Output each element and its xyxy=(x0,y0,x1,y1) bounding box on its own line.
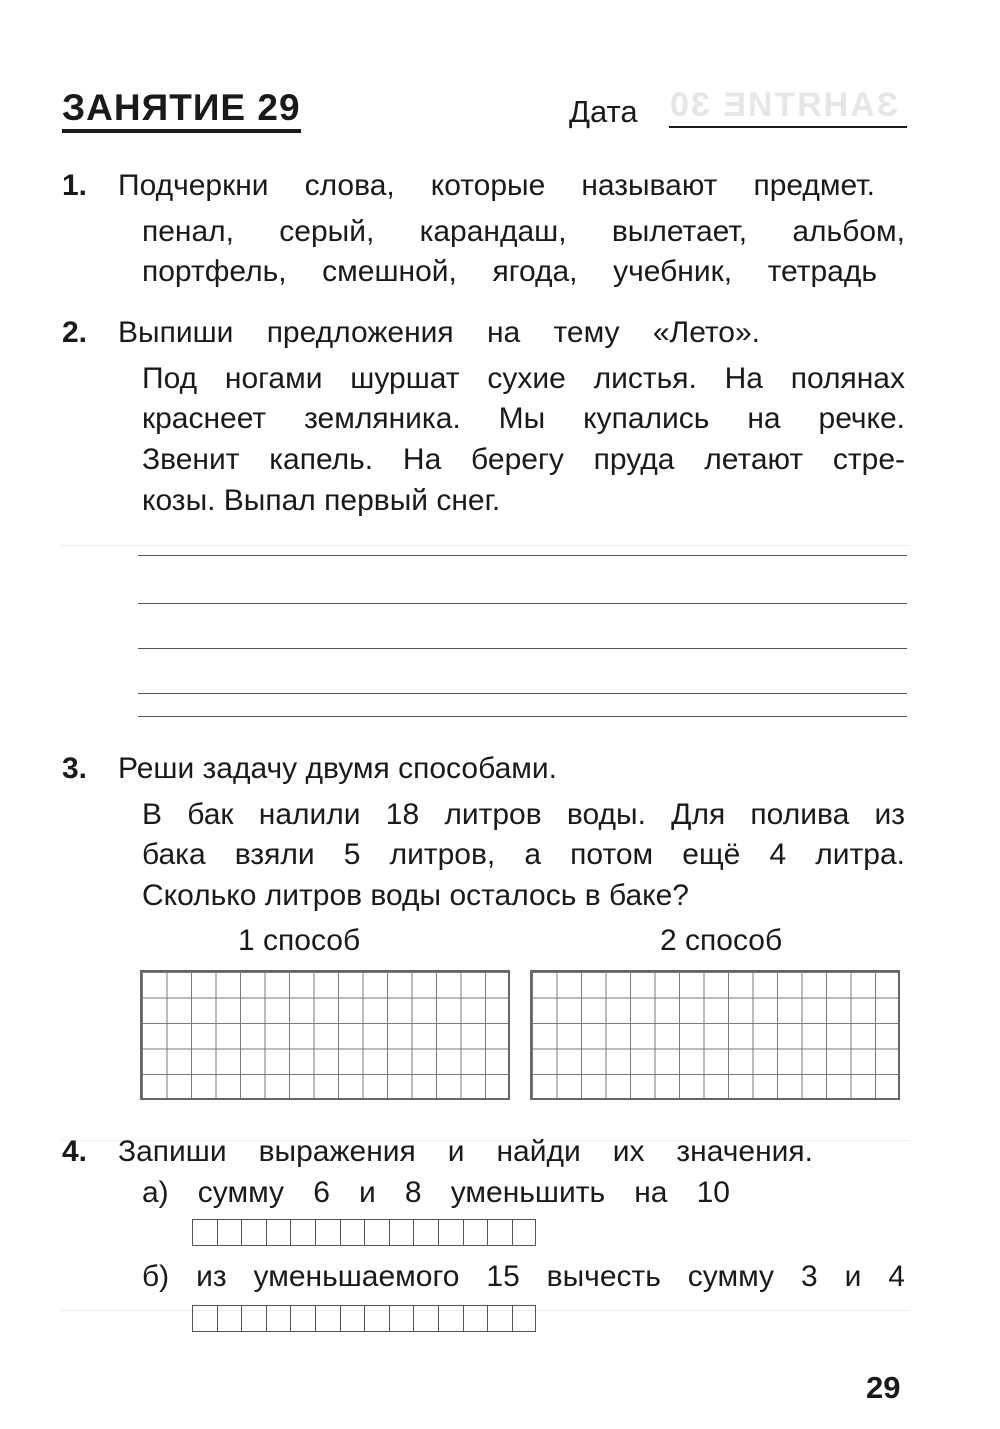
task-4-item-a: а) сумму 6 и 8 уменьшить на 10 xyxy=(142,1176,730,1209)
answer-line[interactable] xyxy=(138,716,907,717)
task-3-instruction: Реши задачу двумя способами. xyxy=(118,752,557,785)
task-4-item-b: б) из уменьшаемого 15 вычесть сумму 3 и 4 xyxy=(142,1260,905,1293)
task-3-problem-line: бака взяли 5 литров, а потом ещё 4 литра. xyxy=(142,838,905,871)
task-3-problem-line: Сколько литров воды осталось в баке? xyxy=(142,879,689,912)
page-number: 29 xyxy=(866,1370,901,1405)
task-3-number: 3. xyxy=(62,752,88,785)
task-2-number: 2. xyxy=(62,316,88,349)
task-1-instruction: Подчеркни слова, которые называют предмет. xyxy=(118,169,875,202)
task-4-instruction: Запиши выражения и найди их значения. xyxy=(118,1135,813,1168)
task-2-text-line: краснеет земляника. Мы купались на речке. xyxy=(142,402,905,435)
answer-line[interactable] xyxy=(138,648,907,649)
way-2-label: 2 способ xyxy=(660,924,783,957)
bleed-through-rule xyxy=(60,545,910,546)
date-field-line[interactable] xyxy=(669,126,907,128)
answer-line[interactable] xyxy=(138,693,907,694)
task-1-words-line: портфель, смешной, ягода, учебник, тетрадь xyxy=(142,255,877,288)
task-2-instruction: Выпиши предложения на тему «Лето». xyxy=(118,316,760,349)
task-4-number: 4. xyxy=(62,1135,88,1168)
date-label: Дата xyxy=(569,94,638,129)
lesson-title: ЗАНЯТИЕ 29 xyxy=(62,88,301,133)
answer-cells-a[interactable] xyxy=(192,1219,536,1246)
task-2-text-line: Под ногами шуршат сухие листья. На полянах xyxy=(142,362,905,395)
answer-line[interactable] xyxy=(138,603,907,604)
solution-grid-2[interactable] xyxy=(530,970,900,1100)
way-1-label: 1 способ xyxy=(238,924,361,957)
solution-grid-1[interactable] xyxy=(140,970,510,1100)
task-1-words-line: пенал, серый, карандаш, вылетает, альбом, xyxy=(142,215,905,248)
answer-cells-b[interactable] xyxy=(192,1305,536,1332)
task-3-problem-line: В бак налили 18 литров воды. Для полива из xyxy=(142,798,905,831)
task-2-text-line: Звенит капель. На берегу пруда летают стре- xyxy=(142,443,905,476)
task-1-number: 1. xyxy=(62,169,88,202)
bleed-through-title: ЗАНЯТИЕ 30 xyxy=(668,86,898,124)
lesson-header xyxy=(62,88,907,134)
answer-line[interactable] xyxy=(138,555,907,556)
task-2-text-line: козы. Выпал первый снег. xyxy=(142,484,501,517)
